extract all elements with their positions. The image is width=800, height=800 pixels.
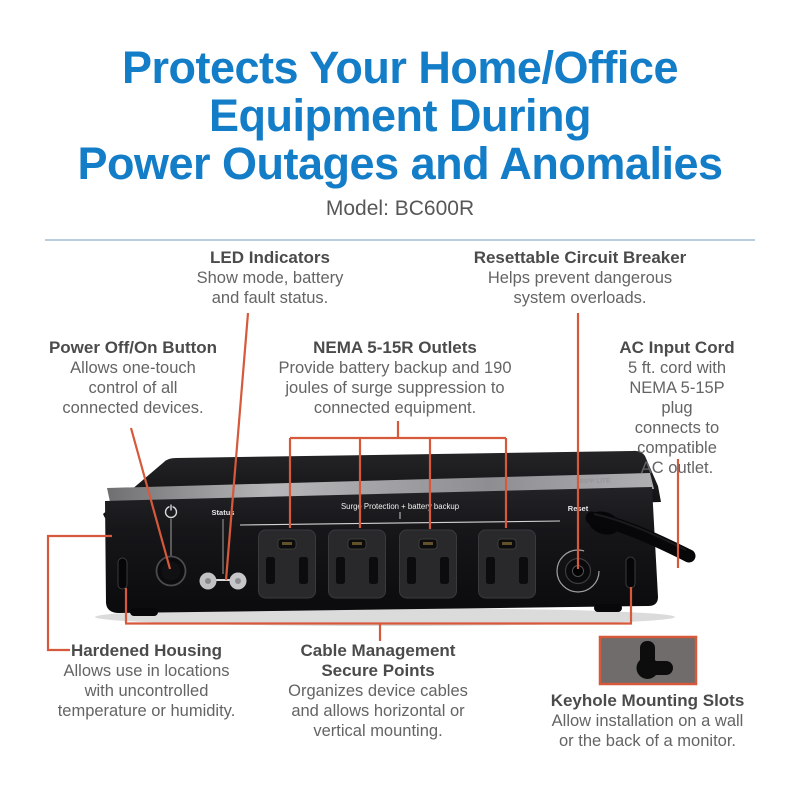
callout-heading: Keyhole Mounting Slots xyxy=(550,691,745,710)
nema-outlet xyxy=(400,530,457,598)
title-line: Protects Your Home/Office xyxy=(122,42,678,93)
callout-body-line: connected devices. xyxy=(62,399,204,417)
surge-label: Surge Protection + battery backup xyxy=(340,502,460,511)
callout-body-line: or the back of a monitor. xyxy=(558,732,736,750)
callout-led-indicators xyxy=(185,248,355,308)
callout-body-line: control of all xyxy=(88,379,178,397)
nema-outlet xyxy=(329,530,386,598)
callout-body-line: Organizes device cables xyxy=(288,682,468,700)
callout-nema-outlets xyxy=(268,338,522,418)
callout-body-line: and allows horizontal or xyxy=(291,702,465,720)
callout-body-line: Allows one-touch xyxy=(70,359,196,377)
callout-body-line: temperature or humidity. xyxy=(57,702,236,720)
keyhole-slot-right xyxy=(626,557,635,588)
callout-ac-input-cord xyxy=(614,338,740,478)
nema-outlet xyxy=(259,530,316,598)
model-number: Model: BC600R xyxy=(325,197,475,220)
callout-power-off-on-button xyxy=(47,338,219,418)
keyhole-slot-left xyxy=(118,558,127,589)
callout-body-line: vertical mounting. xyxy=(313,722,443,740)
callout-heading: Secure Points xyxy=(321,661,435,680)
callout-heading: Power Off/On Button xyxy=(48,338,218,357)
device-foot xyxy=(594,604,622,612)
callout-hardened-housing xyxy=(40,641,253,721)
status-label: Status xyxy=(211,508,235,517)
callout-body-line: NEMA 5-15P plug xyxy=(629,379,725,417)
callout-body-line: 5 ft. cord with xyxy=(627,359,727,377)
callout-body-line: system overloads. xyxy=(513,289,647,307)
device-foot xyxy=(130,608,158,616)
callout-body-line: and fault status. xyxy=(211,289,329,307)
callout-heading: Cable Management xyxy=(300,641,456,660)
nema-outlet xyxy=(479,530,536,598)
title-line: Power Outages and Anomalies xyxy=(77,138,723,189)
callout-body-line: connected equipment. xyxy=(313,399,477,417)
callout-body-line: Allow installation on a wall xyxy=(551,712,744,730)
callout-heading: NEMA 5-15R Outlets xyxy=(313,338,477,357)
callout-body-line: compatible xyxy=(637,439,717,457)
leader-hardened xyxy=(48,536,112,650)
callout-body-line: with uncontrolled xyxy=(84,682,209,700)
callout-body-line: Show mode, battery xyxy=(196,269,344,287)
callout-body-line: joules of surge suppression to xyxy=(285,379,505,397)
callout-body-line: Helps prevent dangerous xyxy=(487,269,673,287)
callout-heading: Hardened Housing xyxy=(70,641,223,660)
brand-logo: TRIPP LITE xyxy=(575,477,611,486)
keyhole-inset-image xyxy=(600,637,696,684)
callout-heading: LED Indicators xyxy=(210,248,330,267)
title-line: Equipment During xyxy=(209,90,591,141)
callout-cable-management xyxy=(262,641,494,741)
callout-resettable-circuit-breaker xyxy=(462,248,698,308)
callout-heading: AC Input Cord xyxy=(619,338,735,357)
reset-label: Reset xyxy=(567,504,589,513)
callout-keyhole-mounting-slots xyxy=(540,691,755,751)
callout-body-line: connects to xyxy=(634,419,720,437)
callout-heading: Resettable Circuit Breaker xyxy=(473,248,687,267)
callout-body-line: AC outlet. xyxy=(640,459,714,477)
callout-body-line: Provide battery backup and 190 xyxy=(278,359,512,377)
power-button xyxy=(157,557,186,586)
callout-body-line: Allows use in locations xyxy=(63,662,230,680)
